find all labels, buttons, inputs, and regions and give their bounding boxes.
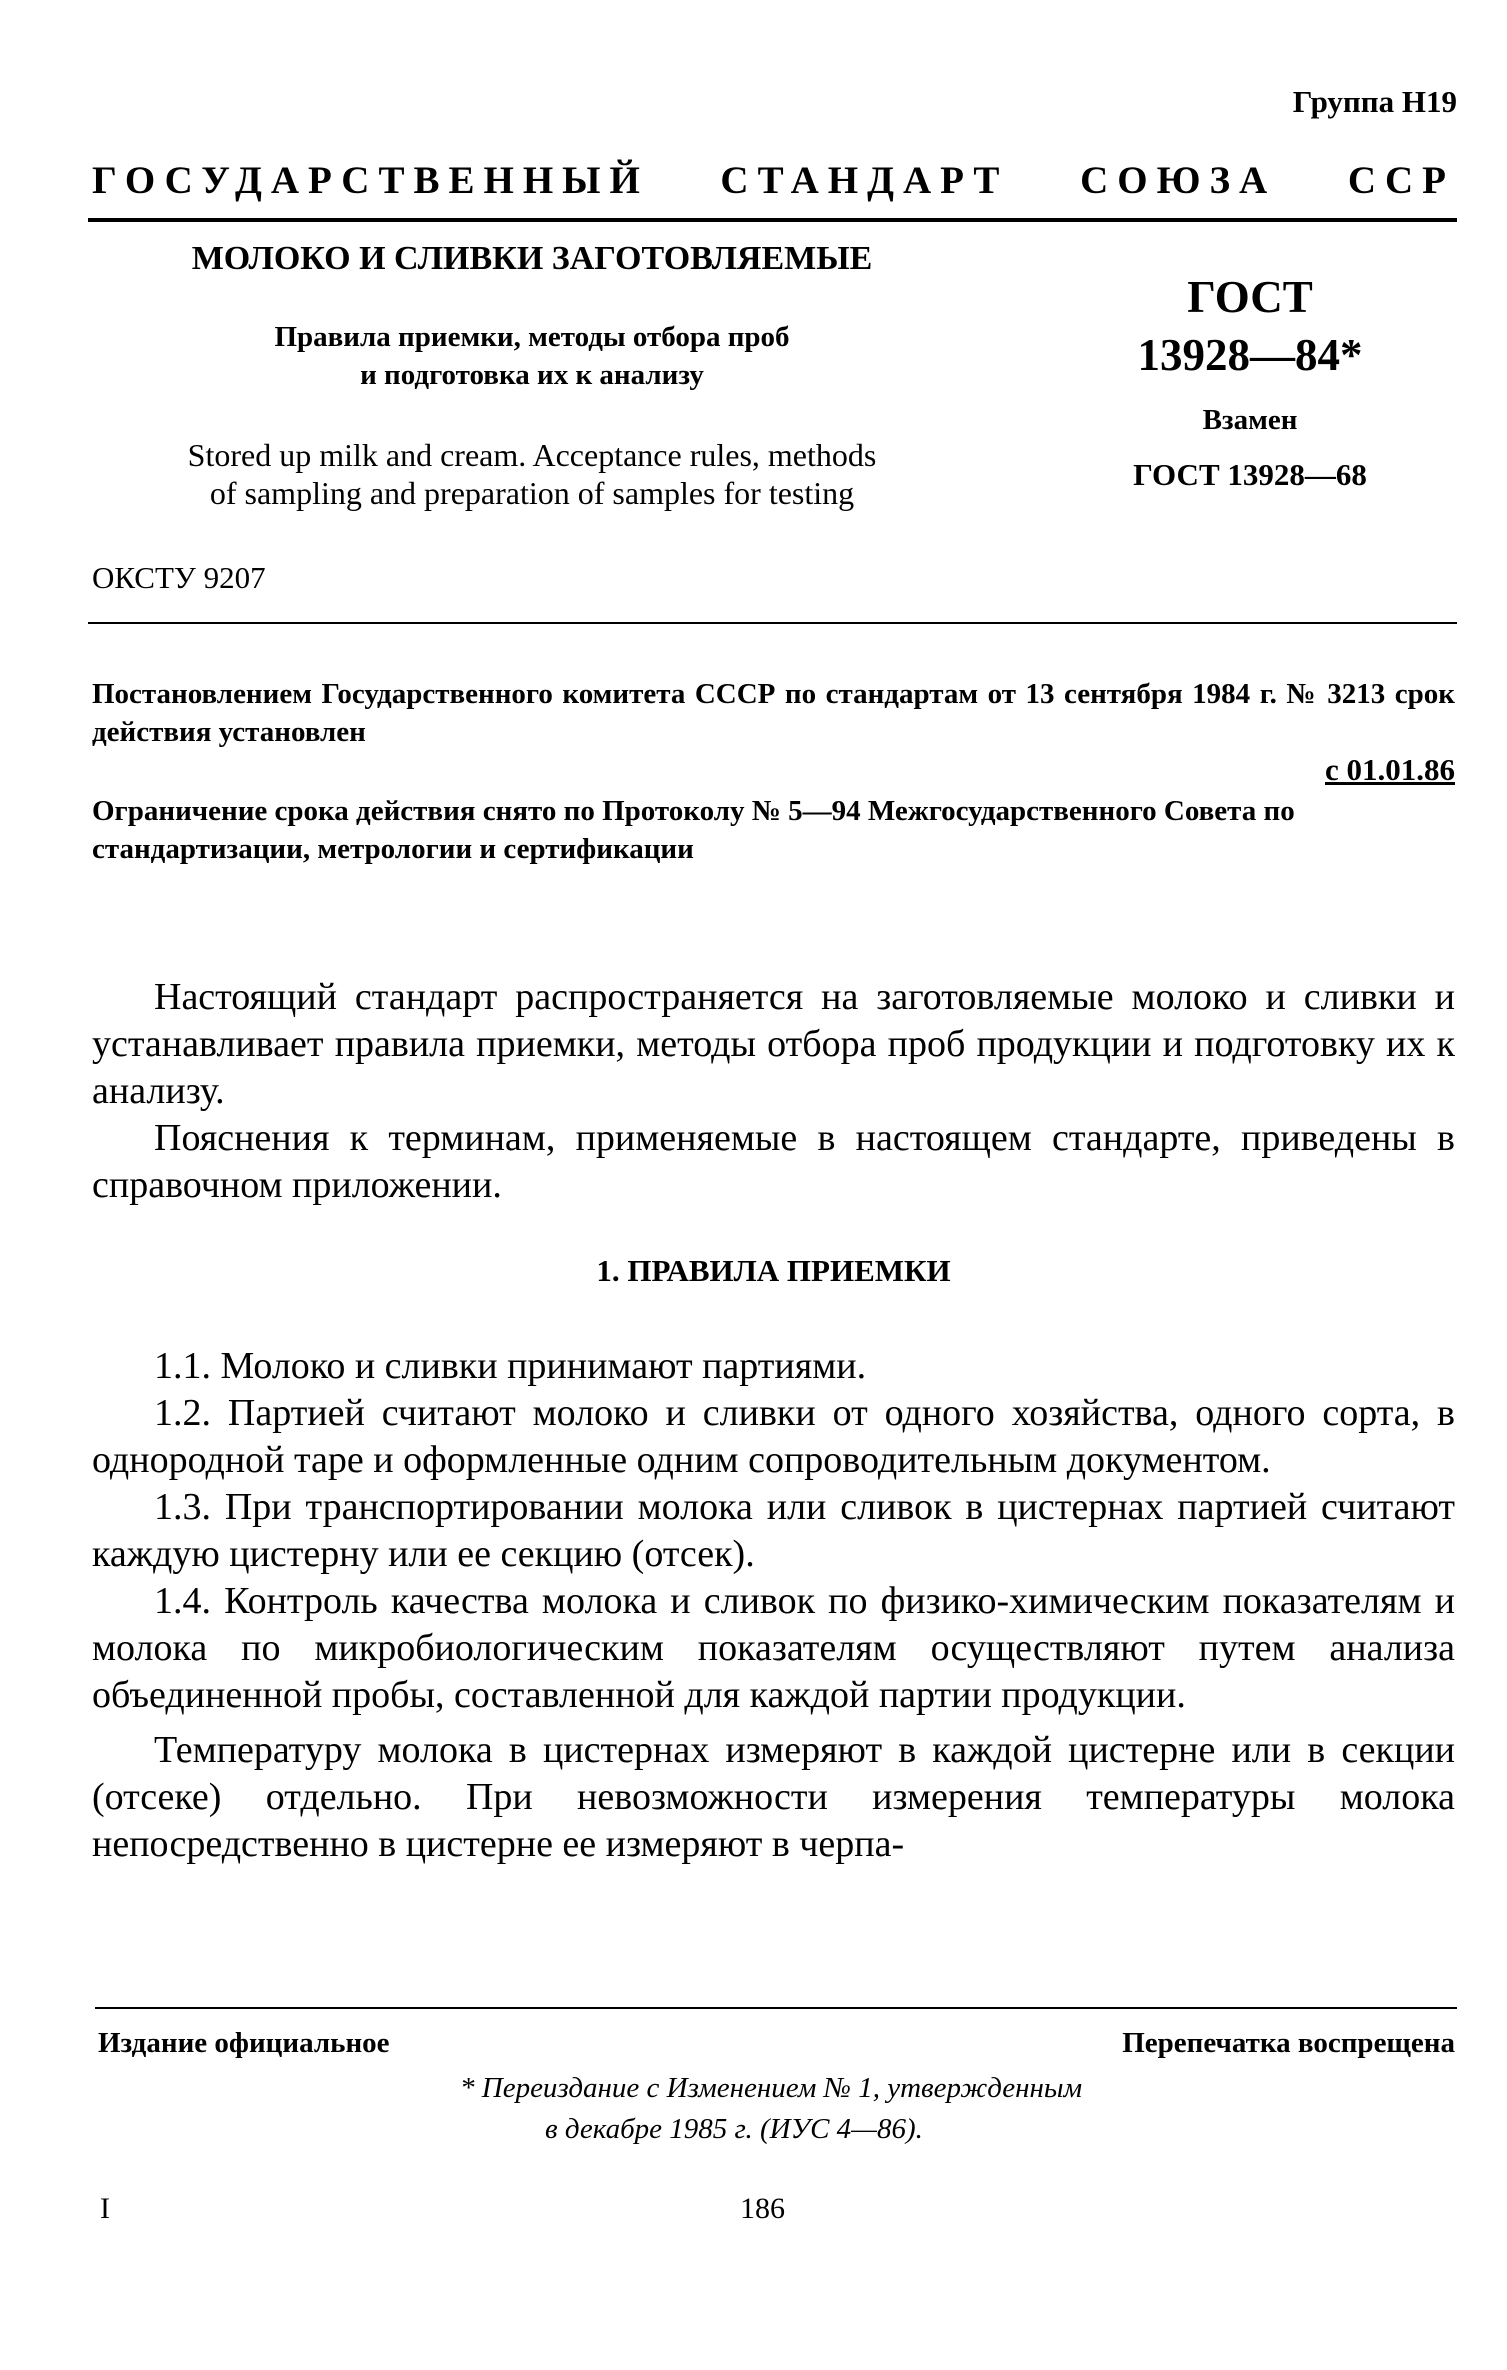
state-word-1: ГОСУДАРСТВЕННЫЙ [92,159,649,202]
middle-rule [88,622,1457,624]
document-title: МОЛОКО И СЛИВКИ ЗАГОТОВЛЯЕМЫЕ [191,240,873,277]
oksty-code: ОКСТУ 9207 [92,560,266,595]
section-item: 1.3. При транспортировании молока или сливок в цистернах партией считают каждую цистерну или ее секцию (отсек). [92,1486,1455,1575]
top-rule [88,218,1457,222]
gost-block [1095,268,1405,493]
decree-text: Постановлением Государственного комитета СССР по стандартам от 13 сентября 1984 г. № 3213 срок действия установлен [92,678,1455,748]
subtitle-line-2: и подготовка их к анализу [360,359,704,391]
english-line-1: Stored up milk and cream. Acceptance rules, methods [187,437,877,473]
section-item: 1.4. Контроль качества молока и сливок по физико-химическим показателям и молока по микробиологическим показателям осуществляют путем анализа объединенной пробы, составленной для каждой партии продукции. [92,1580,1455,1716]
section-item: 1.1. Молоко и сливки принимают партиями. [154,1345,867,1387]
intro-paragraph: Настоящий стандарт распространяется на заготовляемые молоко и сливки и устанавливает правила приемки, методы отбора проб продукции и подготовку их к анализу. [92,976,1455,1112]
reprint-label: Перепечатка воспрещена [1122,2027,1455,2059]
replaced-standard: ГОСТ 13928—68 [1133,457,1367,492]
section-body [92,1343,1455,1868]
footnote-line-1: * Переиздание с Изменением № 1, утвержденным [460,2072,1083,2104]
section-item: 1.2. Партией считают молоко и сливки от одного хозяйства, одного сорта, в однородной таре и оформленные одним сопроводительным документом. [92,1392,1455,1481]
replaces-label: Взамен [1202,404,1298,436]
footnote [460,2068,1260,2150]
state-standard-heading [92,158,1455,203]
edition-label: Издание официальное [98,2027,390,2059]
page-number: 186 [740,2192,785,2225]
group-code: Группа Н19 [1292,84,1457,119]
footnote-line-2: в декабре 1985 г. (ИУС 4—86). [545,2113,923,2145]
footer-rule [95,2007,1457,2009]
section-item: Температуру молока в цистернах измеряют в каждой цистерне или в секции (отсеке) отдельно. При невозможности измерения температуры молока непосредственно в цистерне ее измеряют в черпа- [92,1729,1455,1865]
page-mark: I [100,2192,110,2225]
document-subtitle [92,318,972,394]
intro-paragraph: Пояснения к терминам, применяемые в настоящем стандарте, приведены в справочном приложении. [92,1117,1455,1206]
state-word-4: ССР [1347,159,1455,202]
gost-label: ГОСТ [1187,272,1313,322]
effective-date: с 01.01.86 [1324,752,1455,787]
gost-number: 13928—84* [1137,330,1363,380]
english-line-2: of sampling and preparation of samples for testing [209,475,855,511]
english-title [92,436,972,512]
title-block [92,240,972,512]
state-word-2: СТАНДАРТ [720,159,1009,202]
limit-text: Ограничение срока действия снято по Протоколу № 5—94 Межгосударственного Совета по стандартизации, метрологии и сертификации [92,795,1295,865]
subtitle-line-1: Правила приемки, методы отбора проб [274,321,790,353]
state-word-3: СОЮЗА [1080,159,1277,202]
section-title: 1. ПРАВИЛА ПРИЕМКИ [596,1253,951,1288]
intro-block [92,974,1455,1209]
